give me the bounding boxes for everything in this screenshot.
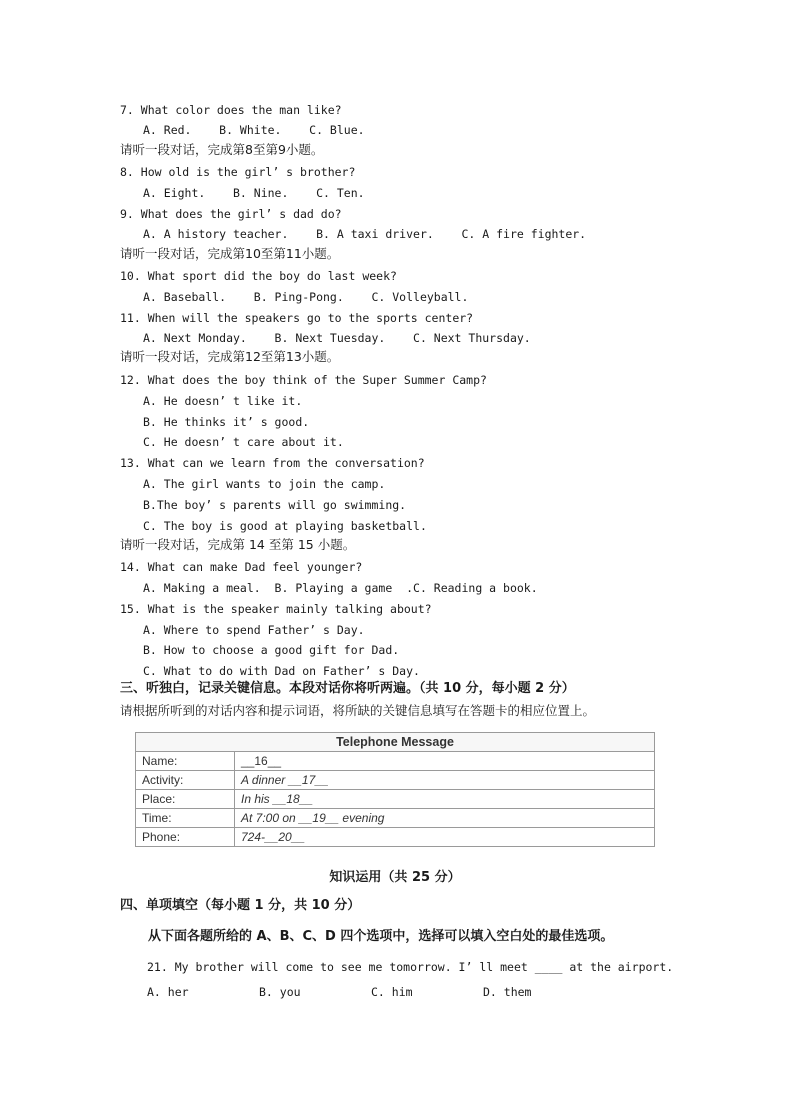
question-8-options: A. Eight. B. Nine. C. Ten. [143,186,365,200]
question-14-options: A. Making a meal. B. Playing a game .C. Reading a book. [143,581,538,595]
question-21: 21. My brother will come to see me tomorrow. I’ ll meet ____ at the airport. [147,960,674,974]
question-21-option-a: A. her [147,985,189,999]
table-row [136,752,655,771]
phone-value: 724-__20__ [235,828,655,847]
question-10-options: A. Baseball. B. Ping-Pong. C. Volleyball. [143,290,469,304]
table-row [136,790,655,809]
time-label: Time: [136,809,235,828]
question-21-option-b: B. you [259,985,301,999]
section-4-title: 四、单项填空（每小题 1 分，共 10 分） [120,898,361,913]
question-15-option-b: B. How to choose a good gift for Dad. [143,643,400,657]
activity-label: Activity: [136,771,235,790]
question-7: 7. What color does the man like? [120,103,342,117]
question-14: 14. What can make Dad feel younger? [120,560,363,574]
table-row [136,809,655,828]
question-15: 15. What is the speaker mainly talking about? [120,602,432,616]
question-21-option-d: D. them [483,985,532,999]
section-3-instruction: 请根据所听到的对话内容和提示词语，将所缺的关键信息填写在答题卡的相应位置上。 [120,703,596,718]
question-13: 13. What can we learn from the conversation? [120,456,425,470]
telephone-message-table [135,732,655,847]
question-12-option-a: A. He doesn’ t like it. [143,394,303,408]
question-8: 8. How old is the girl’ s brother? [120,165,356,179]
dialogue-instruction-14-15: 请听一段对话，完成第 14 至第 15 小题。 [120,537,356,552]
name-label: Name: [136,752,235,771]
question-9: 9. What does the girl’ s dad do? [120,207,342,221]
question-21-option-c: C. him [371,985,413,999]
question-9-options: A. A history teacher. B. A taxi driver. C. A fire fighter. [143,227,587,241]
question-13-option-b: B.The boy’ s parents will go swimming. [143,498,407,512]
time-value: At 7:00 on __19__ evening [235,809,655,828]
dialogue-instruction-12-13: 请听一段对话，完成第12至第13小题。 [120,349,340,364]
table-row [136,771,655,790]
question-11: 11. When will the speakers go to the sports center? [120,311,474,325]
dialogue-instruction-8-9: 请听一段对话，完成第8至第9小题。 [120,142,324,157]
telephone-message-title: Telephone Message [136,733,655,752]
question-12: 12. What does the boy think of the Super Summer Camp? [120,373,487,387]
name-value: __16__ [235,752,655,771]
question-12-option-b: B. He thinks it’ s good. [143,415,310,429]
question-11-options: A. Next Monday. B. Next Tuesday. C. Next Thursday. [143,331,531,345]
phone-label: Phone: [136,828,235,847]
question-10: 10. What sport did the boy do last week? [120,269,397,283]
question-7-options: A. Red. B. White. C. Blue. [143,123,365,137]
place-value: In his __18__ [235,790,655,809]
table-row [136,828,655,847]
section-3-title: 三、听独白，记录关键信息。本段对话你将听两遍。（共 10 分，每小题 2 分） [120,681,575,696]
part-title: 知识运用（共 25 分） [329,870,461,885]
question-12-option-c: C. He doesn’ t care about it. [143,435,344,449]
section-4-instruction: 从下面各题所给的 A、B、C、D 四个选项中，选择可以填入空白处的最佳选项。 [148,929,614,944]
place-label: Place: [136,790,235,809]
activity-value: A dinner __17__ [235,771,655,790]
question-15-option-a: A. Where to spend Father’ s Day. [143,623,365,637]
question-13-option-c: C. The boy is good at playing basketball. [143,519,427,533]
question-15-option-c: C. What to do with Dad on Father’ s Day. [143,664,420,678]
dialogue-instruction-10-11: 请听一段对话，完成第10至第11小题。 [120,246,340,261]
question-13-option-a: A. The girl wants to join the camp. [143,477,386,491]
